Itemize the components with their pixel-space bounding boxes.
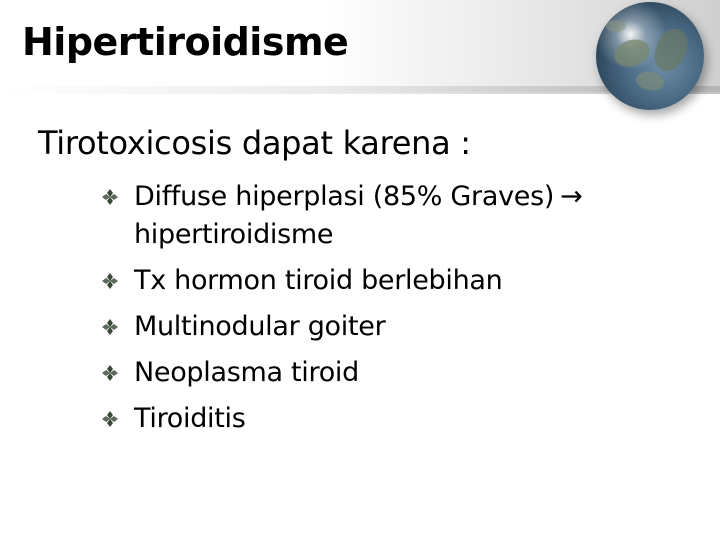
globe-land-shape	[611, 35, 653, 71]
globe-land-shape	[635, 70, 666, 93]
bullet-item	[100, 304, 582, 350]
four-diamond-bullet-icon	[102, 189, 118, 205]
bullet-item	[100, 396, 582, 442]
bullet-line2: hipertiroidisme	[134, 219, 334, 250]
bullet-item	[100, 258, 582, 304]
bullet-text: Tx hormon tiroid berlebihan	[134, 265, 503, 296]
slide-title: Hipertiroidisme	[22, 20, 349, 64]
four-diamond-bullet-icon	[102, 365, 118, 381]
bullet-item	[100, 350, 582, 396]
bullet-text: Neoplasma tiroid	[134, 357, 359, 388]
right-arrow-icon: →	[560, 181, 583, 212]
four-diamond-bullet-icon	[102, 273, 118, 289]
globe-icon	[596, 2, 704, 110]
bullet-list	[100, 174, 582, 442]
bullet-item	[100, 174, 582, 258]
globe-land-shape	[606, 20, 626, 32]
bullet-line1: Diffuse hiperplasi (85% Graves)	[134, 181, 555, 212]
slide-subtitle: Tirotoxicosis dapat karena :	[38, 124, 471, 162]
bullet-text: Tiroiditis	[134, 403, 246, 434]
bullet-text: Multinodular goiter	[134, 311, 386, 342]
four-diamond-bullet-icon	[102, 411, 118, 427]
four-diamond-bullet-icon	[102, 319, 118, 335]
globe-land-shape	[649, 24, 693, 76]
